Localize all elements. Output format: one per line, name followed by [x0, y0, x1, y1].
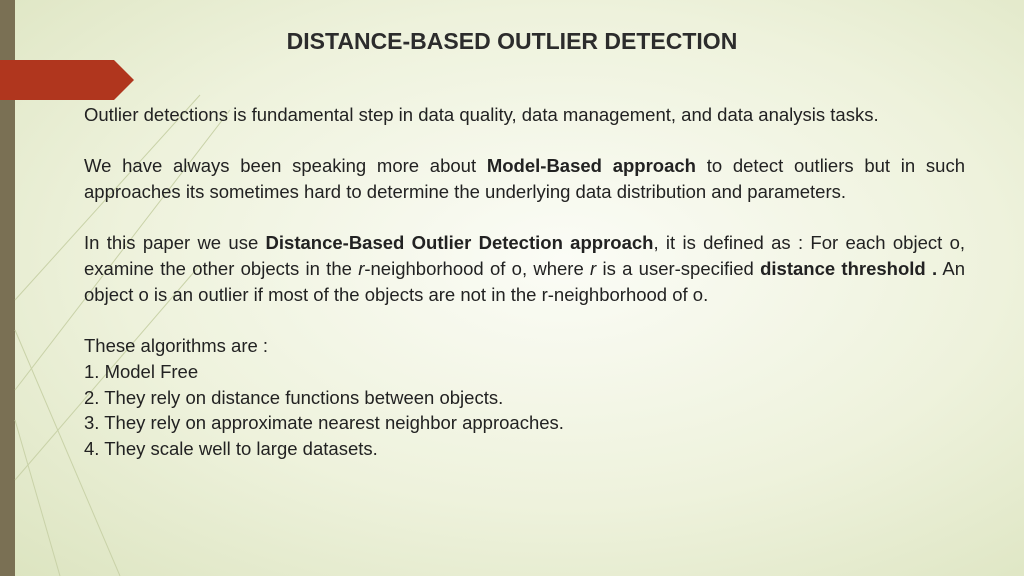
italic-r: r: [358, 258, 365, 280]
list-item: 4. They scale well to large datasets.: [84, 438, 378, 460]
paragraph-model-based: [84, 153, 965, 204]
list-item: 1. Model Free: [84, 360, 199, 382]
list-heading: These algorithms are :: [84, 335, 269, 357]
text-segment: to detect outliers but in such approaches its sometimes hard to determine the underlying data distribution and parameters.: [84, 155, 965, 203]
text-segment: , it is defined as : For each object o, examine the other objects in the: [84, 232, 965, 280]
italic-r: r: [590, 258, 597, 280]
text-segment: We have always been speaking more about: [84, 155, 487, 177]
text-segment: is a user-specified: [596, 258, 761, 280]
accent-arrow: [0, 60, 134, 100]
text-segment: -neighborhood of o, where: [364, 258, 591, 280]
bold-term-distance-threshold: distance threshold .: [760, 258, 938, 280]
text-segment: An object o is an outlier if most of the objects are not in the r-neighborhood of o.: [84, 258, 966, 305]
text-segment: In this paper we use: [84, 232, 266, 254]
list-item: 2. They rely on distance functions between objects.: [84, 386, 504, 408]
paragraph-intro: Outlier detections is fundamental step in data quality, data management, and data analysis tasks.: [84, 104, 879, 125]
slide-body: [84, 102, 965, 462]
algorithm-list: [84, 333, 965, 462]
paragraph-distance-based: [84, 230, 965, 307]
bold-term-model-based: Model-Based approach: [486, 155, 696, 177]
list-item: 3. They rely on approximate nearest neighbor approaches.: [84, 412, 564, 434]
slide-title: DISTANCE-BASED OUTLIER DETECTION: [286, 28, 738, 54]
bold-term-distance-based: Distance-Based Outlier Detection approach: [265, 232, 654, 254]
